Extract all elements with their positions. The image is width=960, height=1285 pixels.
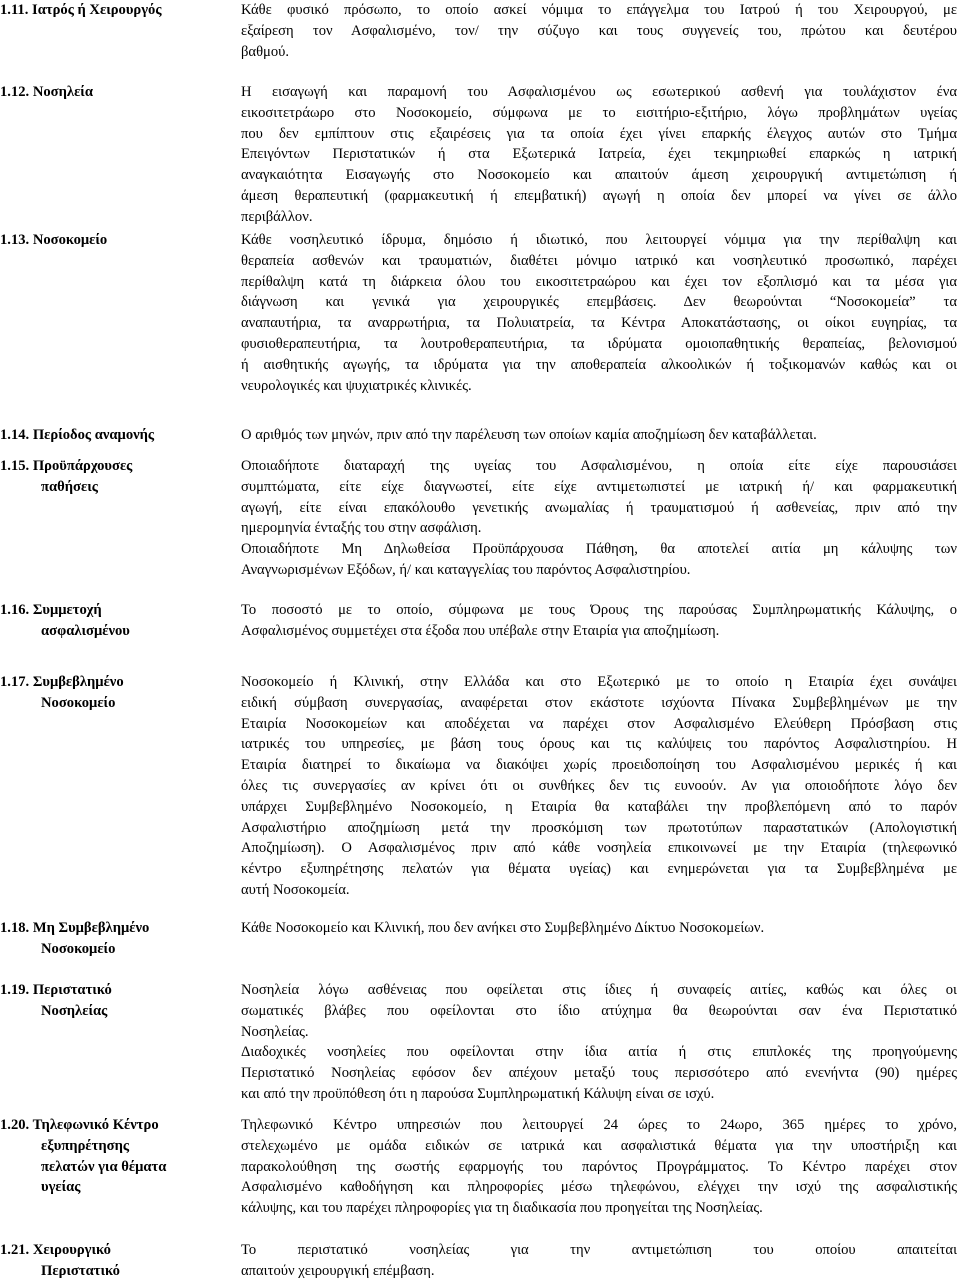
definition-line: διάγνωση και γενικά για χειρουργικές επεμβάσεις. Δεν θεωρούνται “Νοσοκομεία” τα: [241, 294, 957, 311]
term-label: [0, 82, 232, 103]
term-label: [0, 980, 232, 1022]
definition-text: [241, 0, 957, 62]
definition-paragraph: [241, 1115, 957, 1219]
definition-line: Νοσηλεία λόγω ασθένειας που οφείλεται στις ίδιες ή συναφείς αιτίες, καθώς και όλες οι: [241, 982, 957, 998]
definition-line: αναπαυτήρια, τα αναρρωτήρια, τα Πολυιατρεία, τα Κέντρα Αποκατάστασης, οι οίκοι ευγηρίας, τα: [241, 315, 957, 332]
definition-line: όλες τις συνεργασίες αν κρίνει ότι οι συνθήκες δεν τις ευνοούν. Αν για οποιοδήποτε λόγο δεν: [241, 777, 957, 794]
definition-line: κέντρο εξυπηρέτησης πελατών για θέματα υγείας) και ενημερώνεται για τα Συμβεβλημένα με: [241, 861, 957, 878]
definition-paragraph: [241, 0, 957, 62]
definition-text: [241, 425, 957, 446]
definition-line: φυσιοθεραπευτήρια, τα λουτροθεραπευτήρια, τα ιδρύματα ομοιοπαθητικής θεραπείας, βελονισμού: [241, 335, 957, 352]
definition-line: Οποιαδήποτε διαταραχή της υγείας του Ασφαλισμένου, η οποία είτε είχε παρουσιάσει: [241, 458, 957, 474]
definition-line: Διαδοχικές νοσηλείες που οφείλονται στην ίδια αιτία ή στις επιπλοκές της προηγούμενης: [241, 1044, 957, 1061]
definition-paragraph: [241, 456, 957, 539]
term-label: [0, 230, 232, 251]
definition-line: περίθαλψη κατά τη διάρκεια όλου του εικοσιτετραώρου και έχει τον εξοπλισμό και τα μέσα για: [241, 273, 957, 290]
definition-line: εξαίρεση τον Ασφαλισμένο, τον/ την σύζυγο και τους συγγενείς του, πρώτου και δευτέρου: [241, 22, 957, 39]
definition-text: [241, 600, 957, 642]
definition-line: ειδική σύμβαση συνεργασίας, αναφέρεται στον εκάστοτε ισχύοντα Πίνακα Συμβεβλημένων με την: [241, 694, 957, 711]
definition-text: [241, 918, 957, 939]
term-line: υγείας: [41, 1179, 81, 1196]
definition-line: ημερομηνία ένταξής του στην ασφάλιση.: [241, 520, 482, 537]
definition-line: Εταιρία διατηρεί το δικαίωμα να διακόψει χωρίς προειδοποίηση του Ασφαλισμένου μερικές ή και: [241, 757, 957, 774]
definition-text: [241, 82, 957, 228]
definition-text: [241, 456, 957, 581]
definition-line: Οποιαδήποτε Μη Δηλωθείσα Προϋπάρχουσα Πάθηση, θα αποτελεί αιτία μη κάλυψης των: [241, 541, 957, 558]
definition-line: Ασφαλισμένο καθοδήγηση και πληροφορίες μέσω τηλεφώνου, ελέγχει την ισχύ της ασφαλιστικής: [241, 1179, 957, 1196]
definition-paragraph: [241, 1042, 957, 1104]
definition-line: Εταιρία Νοσοκομείων και αποδέχεται να παρέχει στον Ασφαλισμένο Ελεύθερη Πρόσβαση στις: [241, 715, 957, 732]
definition-line: παρακολούθηση της σωστής εφαρμογής του παρόντος Προγράμματος. Το Κέντρο παρέχει στον: [241, 1158, 957, 1175]
definition-line: Νοσηλείας.: [241, 1023, 309, 1040]
definition-line: συμπτώματα, είτε είχε διαγνωστεί, είτε είχε αντιμετωπιστεί με ιατρική ή/ και φαρμακευτική: [241, 478, 957, 495]
term-line: Νοσηλείας: [41, 1002, 108, 1019]
definition-line: Αποζημίωση). Ο Ασφαλισμένος πριν από κάθε νοσηλεία επικοινωνεί με την Εταιρία (τηλεφωνικό: [241, 840, 957, 857]
definition-paragraph: [241, 82, 957, 228]
definition-line: που δεν εμπίπτουν στις εξαιρέσεις για τα οποία έχει γίνει επαρκής έλεγχος αυτών στο Τμήμα: [241, 125, 957, 142]
definition-line: Η εισαγωγή και παραμονή του Ασφαλισμένου ως εσωτερικού ασθενή για τουλάχιστον ένα: [241, 84, 957, 100]
term-line: 1.16. Συμμετοχή: [0, 602, 102, 618]
term-label: [0, 672, 232, 714]
term-line: πελατών για θέματα: [41, 1158, 167, 1175]
term-label: [0, 600, 232, 642]
term-label: [0, 1115, 232, 1198]
definition-paragraph: [241, 1240, 957, 1282]
term-label: [0, 918, 232, 960]
definition-text: [241, 1240, 957, 1282]
definition-paragraph: [241, 230, 957, 396]
definition-paragraph: [241, 600, 957, 642]
definition-line: Περιστατικό Νοσηλείας εφόσον δεν απέχουν μεταξύ τους περισσότερο από ενενήντα (90) ημέρες: [241, 1065, 957, 1082]
definition-line: αυτή Νοσοκομεία.: [241, 881, 350, 898]
definition-line: Αναγνωρισμένων Εξόδων, ή/ και καταγγελίας του παρόντος Ασφαλιστηρίου.: [241, 561, 691, 578]
definition-line: Ασφαλισμένος συμμετέχει στα έξοδα που υπέβαλε στην Εταιρία για αποζημίωση.: [241, 622, 720, 639]
definition-paragraph: [241, 672, 957, 901]
definition-line: εικοσιτετράωρο στο Νοσοκομείο, σύμφωνα με το εισιτήριο-εξιτήριο, λόγω προβλημάτων υγείας: [241, 104, 957, 121]
definition-line: και από την προϋπόθεση ότι η παρούσα Συμπληρωματική Κάλυψη είναι σε ισχύ.: [241, 1085, 715, 1102]
term-line: 1.15. Προϋπάρχουσες: [0, 458, 133, 474]
definition-line: κάλυψης, και του παρέχει πληροφορίες για τη διαδικασία που προηγείται της Νοσηλείας.: [241, 1200, 763, 1217]
term-line: Νοσοκομείο: [41, 940, 116, 957]
term-label: [0, 0, 232, 21]
term-line: 1.13. Νοσοκομείο: [0, 232, 108, 248]
term-line: ασφαλισμένου: [41, 622, 130, 639]
term-label: [0, 1240, 232, 1282]
definition-line: περιβάλλον.: [241, 208, 313, 225]
definition-line: Τηλεφωνικό Κέντρο υπηρεσιών που λειτουργεί 24 ώρες το 24ωρο, 365 ημέρες το χρόνο,: [241, 1117, 957, 1133]
term-label: [0, 456, 232, 498]
term-line: 1.19. Περιστατικό: [0, 982, 112, 998]
term-line: 1.14. Περίοδος αναμονής: [0, 427, 155, 443]
definition-paragraph: [241, 425, 957, 446]
definition-line: νευρολογικές και ψυχιατρικές κλινικές.: [241, 377, 472, 394]
term-label: [0, 425, 232, 446]
term-line: Περιστατικό: [41, 1262, 120, 1279]
definition-line: αγωγή, είτε είναι επακόλουθο γενετικής ανωμαλίας ή τραυματισμού ή ασθενείας, πριν από την: [241, 499, 957, 516]
definition-line: άμεση θεραπευτική (φαρμακευτική ή επεμβατική) αγωγή η οποία δεν μπορεί να γίνει σε άλλο: [241, 187, 957, 204]
definition-line: Νοσοκομείο ή Κλινική, στην Ελλάδα και στο Εξωτερικό με το οποίο η Εταιρία έχει συνάψει: [241, 674, 957, 690]
definition-line: Το ποσοστό με το οποίο, σύμφωνα με τους Όρους της παρούσας Συμπληρωματικής Κάλυψης, ο: [241, 602, 957, 618]
definition-paragraph: [241, 980, 957, 1042]
definition-line: υπάρχει Συμβεβλημένο Νοσοκομείο, η Εταιρία θα καταβάλει την προβλεπόμενη από το παρόν: [241, 798, 957, 815]
definition-line: ή αισθητικής αγωγής, τα ιδρύματα για την αποθεραπεία αλκοολικών ή τοξικομανών καθώς και οι: [241, 356, 957, 373]
definition-paragraph: [241, 539, 957, 581]
definition-line: σωματικές βλάβες που οφείλονται στο ίδιο ατύχημα θα θεωρούνται σαν ένα Περιστατικό: [241, 1002, 957, 1019]
term-line: 1.21. Χειρουργικό: [0, 1242, 111, 1258]
term-line: Νοσοκομείο: [41, 694, 116, 711]
definition-text: [241, 1115, 957, 1219]
definition-line: ιατρικές του υπηρεσίες, με βάση τους όρους και τις καλύψεις του παρόντος Ασφαλιστηρίου. Η: [241, 736, 957, 753]
definition-line: Επειγόντων Περιστατικών ή στα Εξωτερικά Ιατρεία, έχει τεκμηριωθεί επαρκώς η ιατρική: [241, 146, 957, 163]
term-line: εξυπηρέτησης: [41, 1137, 130, 1154]
definition-line: Κάθε νοσηλευτικό ίδρυμα, δημόσιο ή ιδιωτικό, που λειτουργεί νόμιμα για την περίθαλψη και: [241, 232, 957, 248]
definition-text: [241, 980, 957, 1105]
term-line: 1.11. Ιατρός ή Χειρουργός: [0, 2, 162, 18]
definition-line: Ο αριθμός των μηνών, πριν από την παρέλευση των οποίων καμία αποζημίωση δεν καταβάλλεται.: [241, 427, 817, 443]
definition-text: [241, 230, 957, 396]
term-line: 1.17. Συμβεβλημένο: [0, 674, 124, 690]
definition-line: Κάθε φυσικό πρόσωπο, το οποίο ασκεί νόμιμα το επάγγελμα του Ιατρού ή του Χειρουργού, με: [241, 2, 957, 18]
term-line: 1.12. Νοσηλεία: [0, 84, 93, 100]
definition-line: Το περιστατικό νοσηλείας για την αντιμετώπιση του οποίου απαιτείται: [241, 1242, 957, 1258]
definition-line: βαθμού.: [241, 43, 290, 60]
term-line: 1.20. Τηλεφωνικό Κέντρο: [0, 1117, 159, 1133]
definition-line: στελεχωμένο με ομάδα ειδικών σε ιατρικά και ασφαλιστικά θέματα για την υποστήριξη και: [241, 1137, 957, 1154]
term-line: 1.18. Μη Συμβεβλημένο: [0, 920, 150, 936]
definition-line: Ασφαλιστήριο αποζημίωση μετά την προσκόμιση των πρωτοτύπων παραστατικών (Απολογιστική: [241, 819, 957, 836]
definition-line: απαιτούν χειρουργική επέμβαση.: [241, 1262, 435, 1279]
term-line: παθήσεις: [41, 478, 98, 495]
definition-line: αναγκαιότητα Εισαγωγής στο Νοσοκομείο και απαιτούν άμεση χειρουργική αντιμετώπιση ή: [241, 167, 957, 184]
definition-line: θεραπεία ασθενών και τραυματιών, διαθέτει μόνιμο ιατρικό και νοσηλευτικό προσωπικό, παρέχει: [241, 252, 957, 269]
definition-text: [241, 672, 957, 901]
definition-paragraph: [241, 918, 957, 939]
definition-line: Κάθε Νοσοκομείο και Κλινική, που δεν ανήκει στο Συμβεβλημένο Δίκτυο Νοσοκομείων.: [241, 920, 765, 936]
